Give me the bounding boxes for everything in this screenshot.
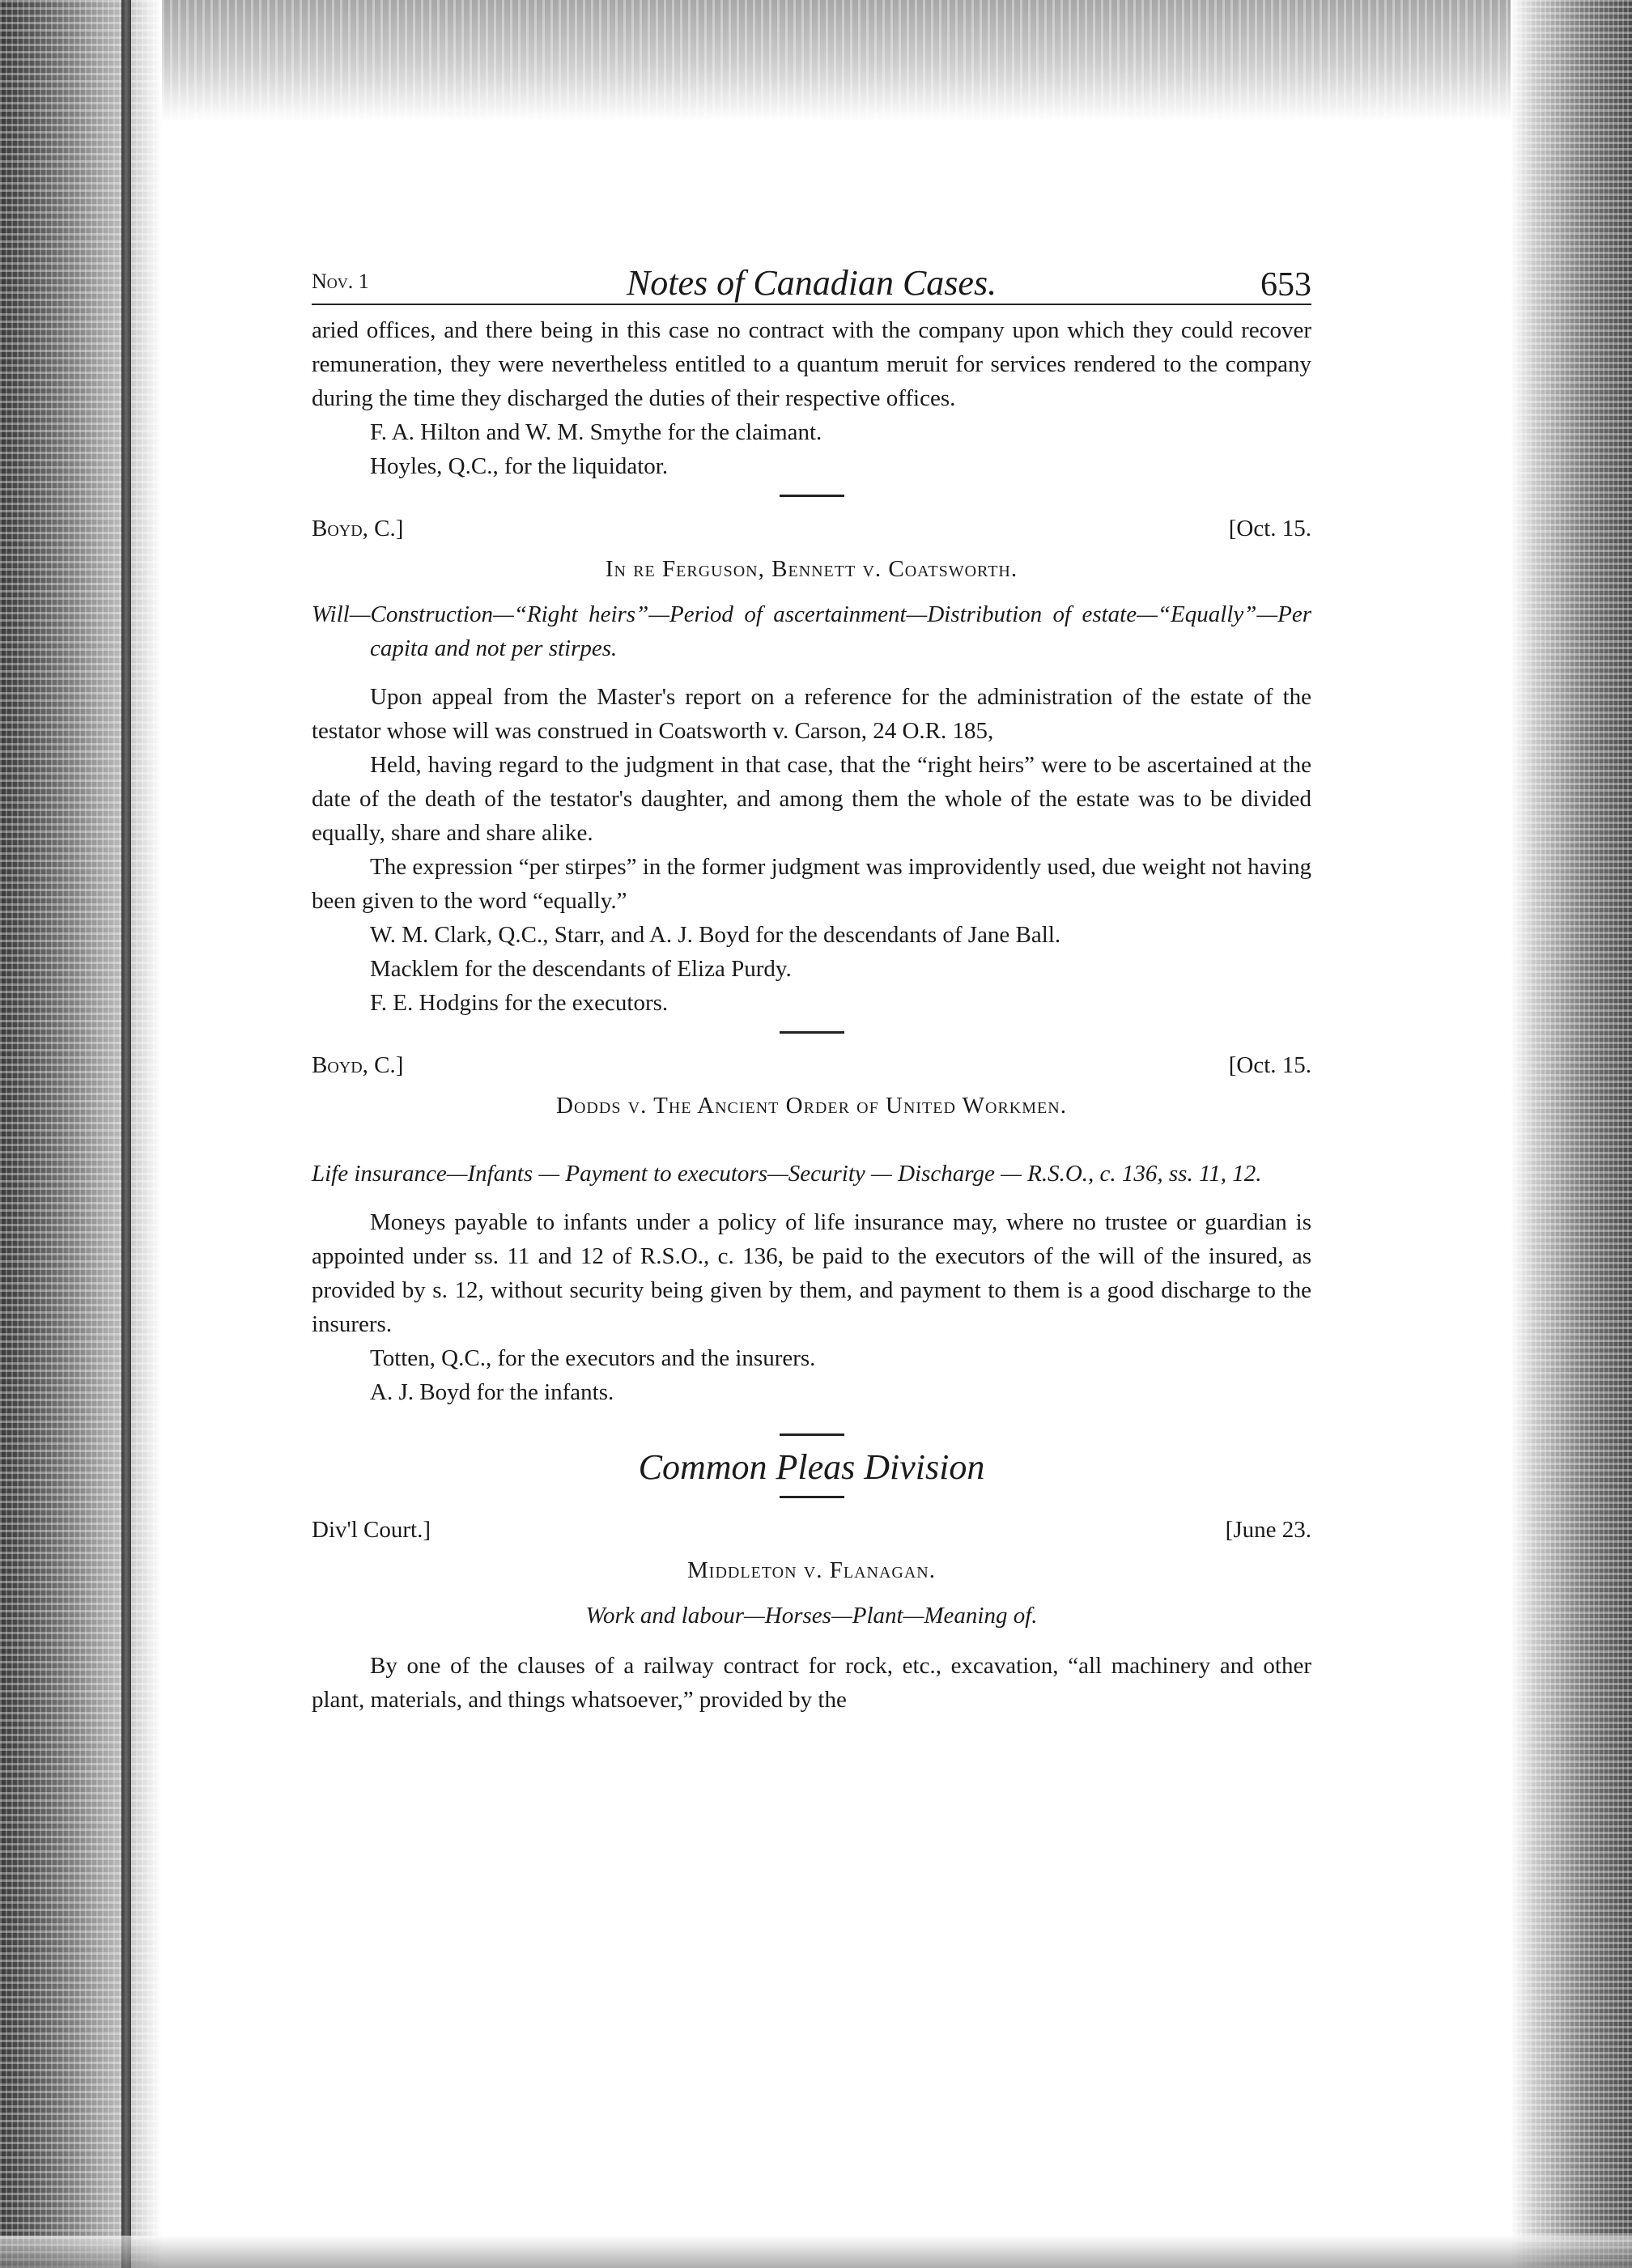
counsel-line: F. E. Hodgins for the executors. [370, 990, 669, 1016]
court-judge: Boyd, C.] [312, 1052, 404, 1078]
case-title: Dodds v. The Ancient Order of United Workmen. [556, 1093, 1067, 1119]
binding-shadow [121, 0, 131, 2268]
carryover-paragraph: aried offices, and there being in this case no contract with the company upon which they could recover remuneration, they were nevertheless entitled to a quantum meruit for services rendered to the company during the time they discharged the duties of their respective offices. [312, 317, 1311, 411]
section-rule [780, 1433, 844, 1436]
section-rule [780, 1496, 844, 1498]
court-judge: Boyd, C.] [312, 516, 404, 542]
counsel-line: Macklem for the descendants of Eliza Purdy. [370, 956, 792, 982]
page-number: 653 [1260, 266, 1311, 304]
case-headnote: Will—Construction—“Right heirs”—Period of ascertainment—Distribution of estate—“Equally”—Per capita and not per stirpes. [312, 601, 1311, 661]
counsel-line: W. M. Clark, Q.C., Starr, and A. J. Boyd for the descendants of Jane Ball. [370, 922, 1061, 948]
case-headnote: Work and labour—Horses—Plant—Meaning of. [585, 1603, 1038, 1629]
scan-border-top [0, 0, 1632, 121]
court-line [312, 512, 1311, 550]
counsel-line: Totten, Q.C., for the executors and the insurers. [370, 1345, 816, 1371]
issue-date: Nov. 1 [312, 270, 369, 293]
journal-section-title: Notes of Canadian Cases. [626, 263, 997, 303]
court-line [312, 1513, 1311, 1552]
decision-date: [June 23. [1225, 1517, 1311, 1543]
case-paragraph: Upon appeal from the Master's report on a reference for the administration of the estate of the testator whose will was construed in Coatsworth v. Carson, 24 O.R. 185, [312, 684, 1311, 744]
case-paragraph: The expression “per stirpes” in the former judgment was improvidently used, due weight not having been given to the word “equally.” [312, 854, 1311, 914]
decision-date: [Oct. 15. [1228, 516, 1311, 542]
case-paragraph: Moneys payable to infants under a policy of life insurance may, where no trustee or guardian is appointed under ss. 11 and 12 of R.S.O., c. 136, be paid to the executors of the will of the insured, as provided by s. 12, without security being given by them, and payment to them is a good discharge to the insurers. [312, 1209, 1311, 1337]
document-page [312, 247, 1311, 1717]
scan-border-right [1511, 0, 1632, 2268]
scan-border-bottom [0, 2236, 1632, 2268]
counsel-line: A. J. Boyd for the infants. [370, 1379, 614, 1405]
case-title: Middleton v. Flanagan. [687, 1557, 936, 1583]
court-line [312, 1048, 1311, 1087]
section-rule [780, 495, 844, 497]
case-holding: Held, having regard to the judgment in that case, that the “right heirs” were to be ascertained at the date of the death of the testator's daughter, and among them the whole of the estate was to be divided equally, share and share alike. [312, 752, 1311, 846]
court-judge: Div'l Court.] [312, 1517, 431, 1543]
counsel-line: F. A. Hilton and W. M. Smythe for the claimant. [370, 419, 822, 445]
case-headnote: Life insurance—Infants — Payment to executors—Security — Discharge — R.S.O., c. 136, ss. 11, 12. [312, 1161, 1262, 1187]
running-head [312, 247, 1311, 305]
case-title: In re Ferguson, Bennett v. Coatsworth. [605, 556, 1018, 582]
section-rule [780, 1031, 844, 1034]
scan-border-left [0, 0, 162, 2268]
division-heading: Common Pleas Division [638, 1447, 985, 1487]
counsel-line: Hoyles, Q.C., for the liquidator. [370, 453, 669, 479]
case-paragraph: By one of the clauses of a railway contract for rock, etc., excavation, “all machinery and other plant, materials, and things whatsoever,” provided by the [312, 1653, 1311, 1713]
decision-date: [Oct. 15. [1228, 1052, 1311, 1078]
